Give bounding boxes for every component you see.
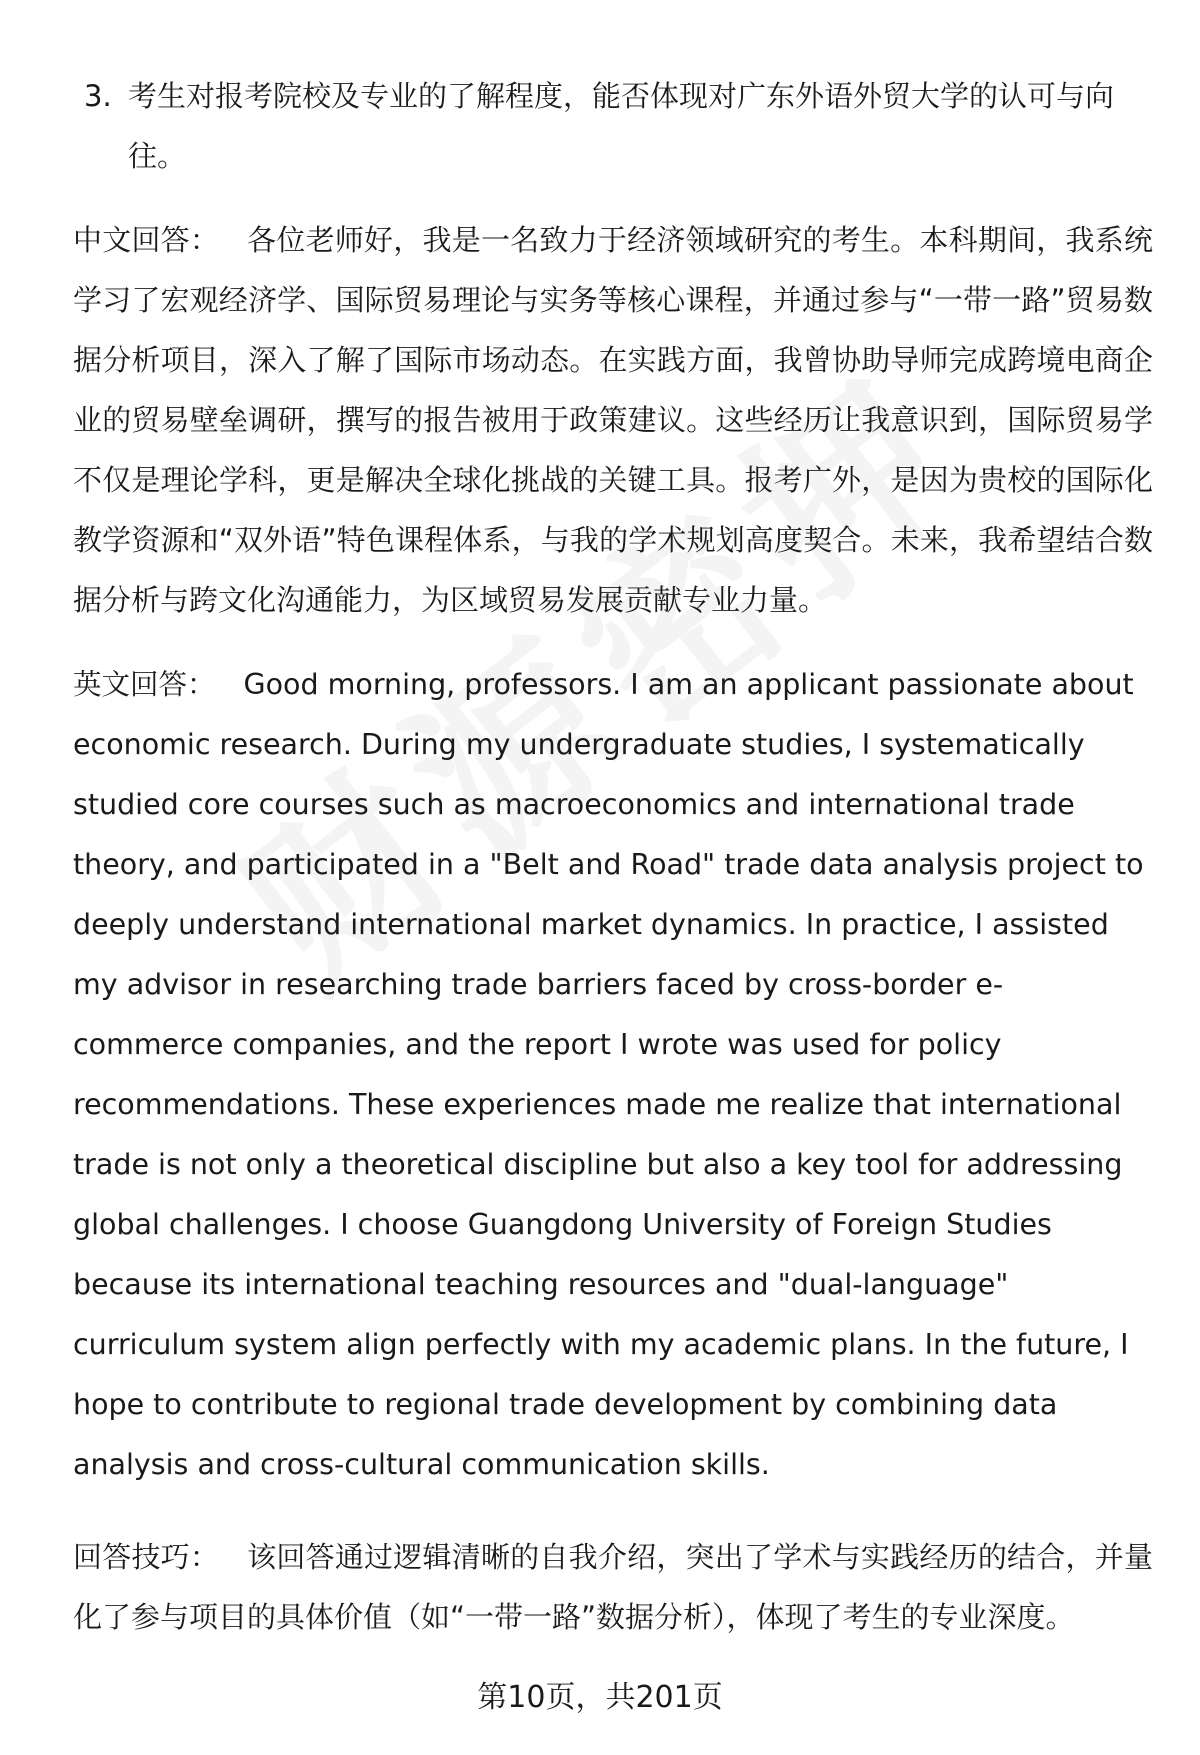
english-answer-paragraph [73,655,1153,1495]
chinese-answer-text: 各位老师好，我是一名致力于经济领域研究的考生。本科期间，我系统学习了宏观经济学、国际贸易理论与实务等核心课程，并通过参与“一带一路”贸易数据分析项目，深入了解了国际市场动态。在实践方面，我曾协助导师完成跨境电商企业的贸易壁垒调研，撰写的报告被用于政策建议。这些经历让我意识到，国际贸易学不仅是理论学科，更是解决全球化挑战的关键工具。报考广外，是因为贵校的国际化教学资源和“双外语”特色课程体系，与我的学术规划高度契合。未来，我希望结合数据分析与跨文化沟通能力，为区域贸易发展贡献专业力量。 [73,223,1153,617]
chinese-answer-paragraph [73,210,1153,630]
english-answer-text: Good morning, professors. I am an applicant passionate about economic research. During my undergraduate studies, I systematically studied core courses such as macroeconomics and international trade theory, and participated in a "Belt and Road" trade data analysis project to deeply understand international market dynamics. In practice, I assisted my advisor in researching trade barriers faced by cross-border e-commerce companies, and the report I wrote was used for policy recommendations. These experiences made me realize that international trade is not only a theoretical discipline but also a key tool for addressing global challenges. I choose Guangdong University of Foreign Studies because its international teaching resources and "dual-language" curriculum system align perfectly with my academic plans. In the future, I hope to contribute to regional trade development by combining data analysis and cross-cultural communication skills. [73,668,1144,1481]
answer-tips-text: 该回答通过逻辑清晰的自我介绍，突出了学术与实践经历的结合，并量化了参与项目的具体价值（如“一带一路”数据分析），体现了考生的专业深度。 [73,1540,1153,1634]
answer-tips-label: 回答技巧： [73,1540,220,1574]
question-item [84,66,1144,186]
page-footer: 第10页，共201页 [477,1680,723,1715]
answer-tips-paragraph [73,1527,1153,1647]
question-number: 3. [84,79,112,113]
question-text: 考生对报考院校及专业的了解程度，能否体现对广东外语外贸大学的认可与向往。 [128,79,1115,173]
english-answer-label: 英文回答： [73,668,216,701]
chinese-answer-label: 中文回答： [73,223,220,257]
